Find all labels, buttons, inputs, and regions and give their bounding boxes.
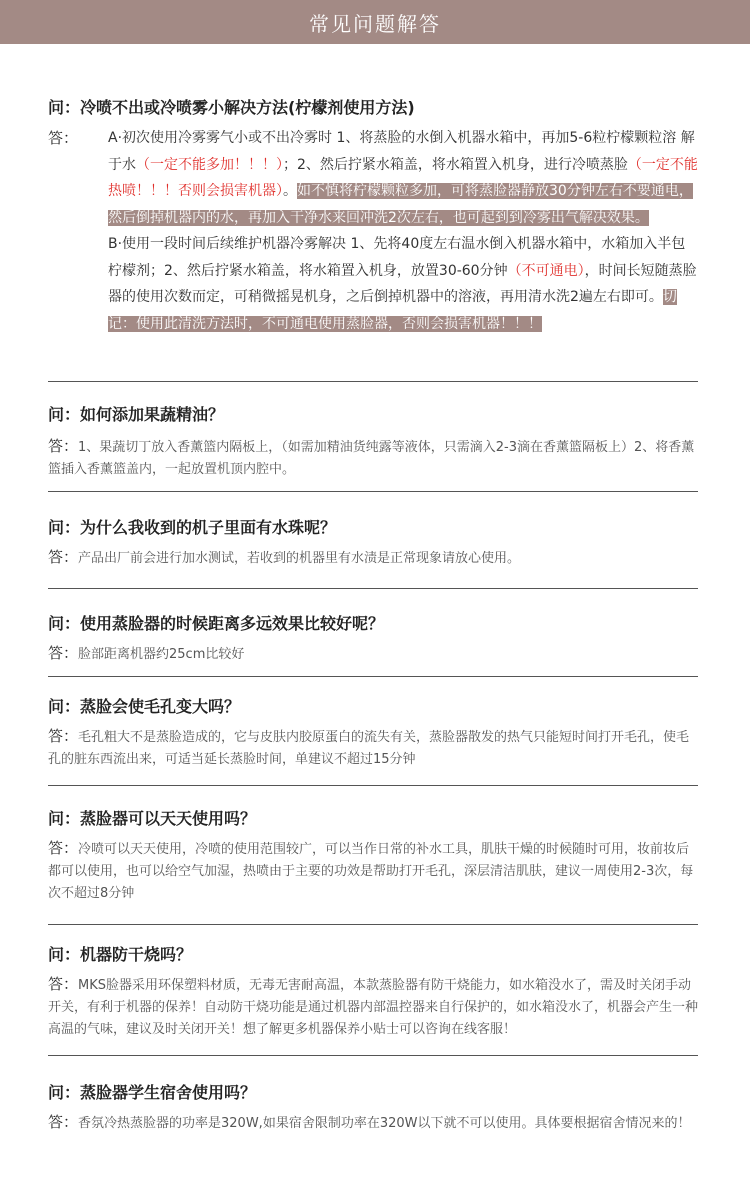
highlight-note: 切记：使用此清洗方法时，不可通电使用蒸脸器，否则会损害机器！！！ [108, 289, 677, 332]
answer-part-b: B·使用一段时间后续维护机器冷雾解决 1、先将40度左右温水倒入机器水箱中，水箱加入半包柠檬剂；2、然后拧紧水箱盖，将水箱置入机身，放置30-60分钟（不可通电），时间长短随蒸脸器的使用次数而定，可稍微摇晃机身，之后倒掉机器中的溶液，再用清水洗2遍左右即可。切记：使用此清洗方法时，不可通电使用蒸脸器，否则会损害机器！！！ [108, 236, 697, 332]
faq-question: 问：为什么我收到的机子里面有水珠呢？ [48, 518, 337, 537]
faq-question: 问：使用蒸脸器的时候距离多远效果比较好呢？ [48, 614, 385, 633]
warning-text: （一定不能热喷！！！否则会损害机器） [108, 156, 698, 199]
warning-text: （不可通电） [507, 262, 585, 279]
divider [48, 1055, 698, 1056]
faq-answer: 答：脸部距离机器约25cm比较好 [48, 644, 245, 662]
faq-item-3 [48, 515, 698, 570]
divider [48, 588, 698, 589]
divider [48, 785, 698, 786]
answer-label: 答： [48, 129, 79, 147]
faq-item-8 [48, 1080, 698, 1135]
faq-question: 问：蒸脸器学生宿舍使用吗？ [48, 1083, 257, 1102]
page-header [0, 0, 750, 44]
faq-question: 问：如何添加果蔬精油？ [48, 405, 225, 424]
faq-answer: 答：毛孔粗大不是蒸脸造成的，它与皮肤内胶原蛋白的流失有关，蒸脸器散发的热气只能短时间打开毛孔，使毛孔的脏东西流出来，可适当延长蒸脸时间，单建议不超过15分钟 [48, 727, 690, 767]
divider [48, 676, 698, 677]
faq-item-7 [48, 942, 698, 1041]
faq-answer: 答：产品出厂前会进行加水测试，若收到的机器里有水渍是正常现象请放心使用。 [48, 548, 521, 566]
faq-item-2 [48, 402, 698, 481]
divider [48, 381, 698, 382]
page-title: 常见问题解答 [309, 11, 441, 36]
faq-answer: 答：MKS脸器采用环保塑料材质，无毒无害耐高温，本款蒸脸器有防干烧能力，如水箱没水了，需及时关闭手动开关，有利于机器的保养！自动防干烧功能是通过机器内部温控器来自行保护的，如水箱没水了，机器会产生一种高温的气味，建议及时关闭开关！想了解更多机器保养小贴士可以咨询在线客服！ [48, 975, 699, 1037]
faq-answer: 答：冷喷可以天天使用，冷喷的使用范围较广，可以当作日常的补水工具，肌肤干燥的时候随时可用，妆前妆后都可以使用，也可以给空气加湿，热喷由于主要的功效是帮助打开毛孔，深层清洁肌肤，建议一周使用2-3次，每次不超过8分钟 [48, 839, 694, 901]
warning-text: （一定不能多加！！！） [136, 156, 283, 173]
faq-item-4 [48, 611, 698, 666]
faq-answer-1 [48, 125, 698, 337]
highlight-note: 如不慎将柠檬颗粒多加，可将蒸脸器静放30分钟左右不要通电，然后倒掉机器内的水，再加入干净水来回冲洗2次左右，也可起到到冷雾出气解决效果。 [108, 183, 693, 226]
faq-question: 问：冷喷不出或冷喷雾小解决方法(柠檬剂使用方法) [48, 98, 415, 117]
faq-item-1 [48, 95, 698, 118]
divider [48, 491, 698, 492]
faq-answer: 答：香氛冷热蒸脸器的功率是320W,如果宿舍限制功率在320W以下就不可以使用。具体要根据宿舍情况来的！ [48, 1113, 691, 1131]
faq-question: 问：机器防干烧吗？ [48, 945, 193, 964]
faq-answer: 答：1、果蔬切丁放入香薰篮内隔板上，（如需加精油货纯露等液体，只需滴入2-3滴在香薰篮隔板上）2、将香薰篮插入香薰篮盖内，一起放置机顶内腔中。 [48, 437, 695, 477]
faq-question: 问：蒸脸器可以天天使用吗？ [48, 809, 257, 828]
faq-question: 问：蒸脸会使毛孔变大吗？ [48, 697, 241, 716]
faq-item-6 [48, 806, 698, 905]
divider [48, 924, 698, 925]
faq-item-5 [48, 694, 698, 771]
answer-part-a: A·初次使用冷雾雾气小或不出冷雾时 1、将蒸脸的水倒入机器水箱中，再加5-6粒柠檬颗粒溶 解于水（一定不能多加！！！）；2、然后拧紧水箱盖，将水箱置入机身，进行冷喷蒸脸（一定不能热喷！！！否则会损害机器）。如不慎将柠檬颗粒多加，可将蒸脸器静放30分钟左右不要通电，然后倒掉机器内的水，再加入干净水来回冲洗2次左右，也可起到到冷雾出气解决效果。 [108, 130, 698, 226]
